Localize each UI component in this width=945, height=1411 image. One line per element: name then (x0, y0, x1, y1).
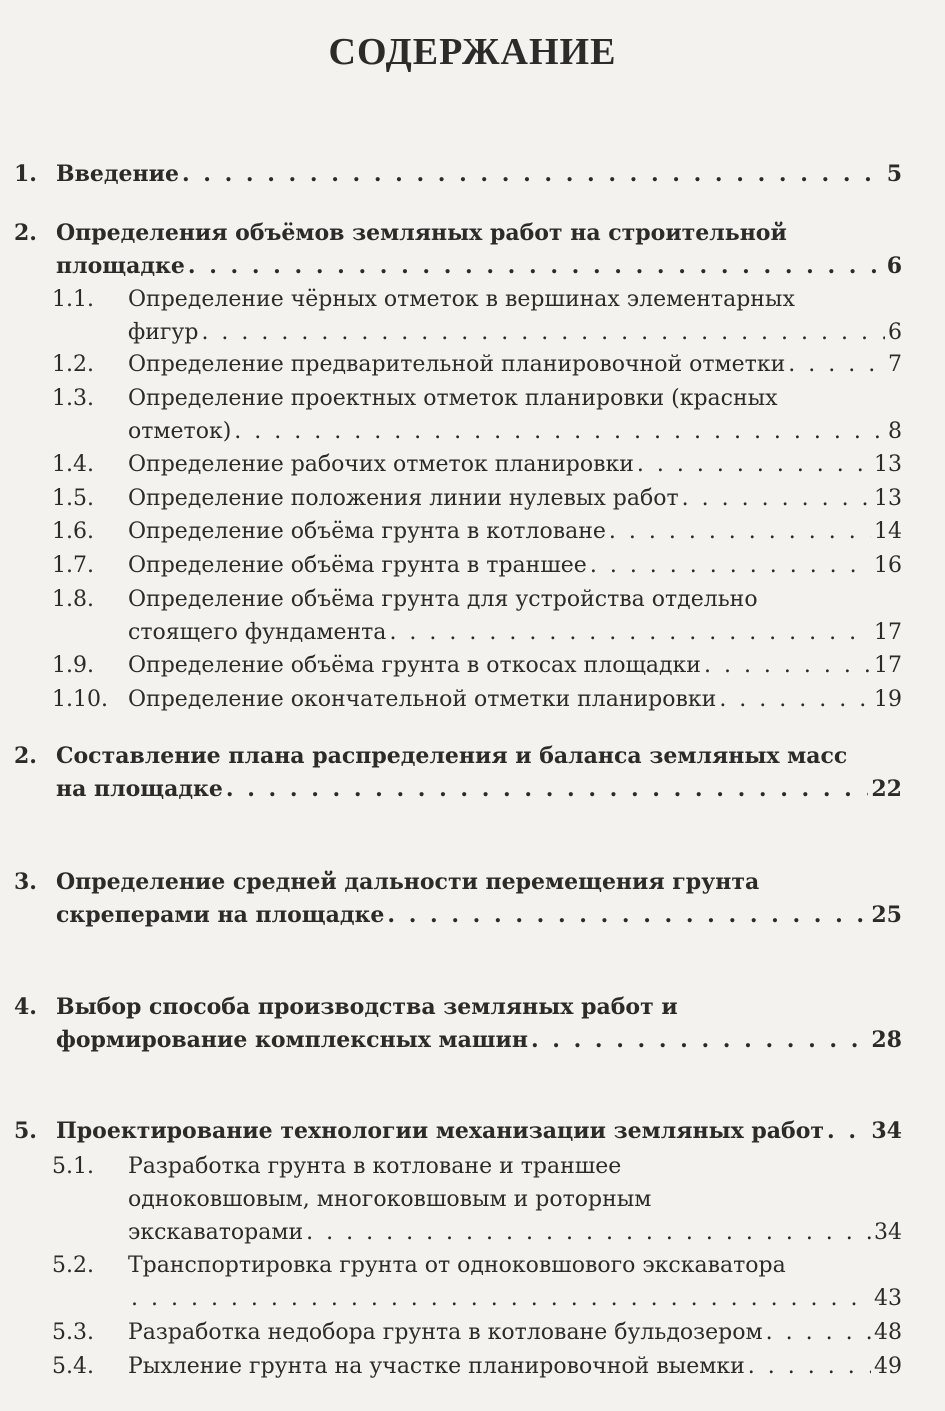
toc-entry-number: 1.1. (52, 287, 94, 312)
toc-entry-text: одноковшовым, многоковшовым и роторным (128, 1187, 652, 1212)
toc-page-number: 5 (886, 161, 902, 187)
toc-page-number: 34 (874, 1220, 902, 1245)
toc-entry (52, 348, 902, 381)
toc-entry (52, 515, 902, 548)
toc-entry-text: Введение (56, 161, 179, 187)
toc-page-number: 17 (874, 653, 902, 678)
toc-entry (14, 1115, 902, 1148)
dot-leader (182, 158, 884, 191)
toc-entry-text: на площадке (56, 776, 223, 802)
toc-entry-number: 1.8. (52, 587, 94, 612)
toc-page-number: 14 (874, 519, 902, 544)
page-title: СОДЕРЖАНИЕ (328, 31, 617, 73)
toc-entry-number: 5.3. (52, 1320, 94, 1345)
toc-entry-text: Рыхление грунта на участке планировочной выемки (128, 1354, 745, 1379)
toc-entry-text: Разработка недобора грунта в котловане бульдозером (128, 1320, 763, 1345)
toc-entry (52, 1249, 902, 1315)
toc-entry-number: 1.7. (52, 553, 94, 578)
toc-entry-text: Проектирование технологии механизации земляных работ (56, 1118, 825, 1144)
toc-entry (52, 649, 902, 682)
dot-leader (682, 482, 871, 515)
toc-entry-text: Определение средней дальности перемещения грунта (56, 869, 760, 895)
toc-entry-number: 5.4. (52, 1354, 94, 1379)
toc-entry-text: Определение объёма грунта в откосах площадки (128, 653, 701, 678)
toc-entry-text: экскаваторами (128, 1220, 304, 1245)
toc-page-number: 43 (874, 1286, 902, 1311)
toc-entry-text: Определение предварительной планировочной отметки (128, 352, 786, 377)
dot-leader (234, 415, 885, 448)
toc-page-number: 16 (874, 553, 902, 578)
toc-entry (14, 866, 902, 932)
toc-entry-number: 2. (14, 743, 37, 769)
toc-entry-number: 5. (14, 1118, 37, 1144)
dot-leader (531, 1024, 868, 1057)
toc-page-number: 8 (888, 419, 902, 444)
toc-entry-text: Транспортировка грунта от одноковшового экскаватора (128, 1253, 786, 1278)
toc-entry (52, 283, 902, 349)
dot-leader (387, 899, 868, 932)
toc-entry-number: 1.4. (52, 452, 94, 477)
toc-entry-number: 4. (14, 994, 37, 1020)
toc-entry-number: 1.6. (52, 519, 94, 544)
toc-entry-number: 1.2. (52, 352, 94, 377)
toc-entry (14, 991, 902, 1057)
toc-entry-number: 1.10. (52, 687, 108, 712)
toc-entry-text: Определение рабочих отметок планировки (128, 452, 634, 477)
toc-entry (14, 158, 902, 191)
dot-leader (719, 683, 871, 716)
toc-entry-text: Определение проектных отметок планировки (красных (128, 386, 778, 411)
toc-entry (52, 583, 902, 649)
toc-entry-text: Определение окончательной отметки планировки (128, 687, 717, 712)
toc-entry (14, 740, 902, 806)
toc-entry (14, 217, 902, 283)
toc-page-number: 48 (874, 1320, 902, 1345)
toc-entry-text: Определение чёрных отметок в вершинах элементарных (128, 287, 795, 312)
toc-page-number: 17 (874, 620, 902, 645)
toc-entry (52, 382, 902, 448)
toc-page-number: 28 (871, 1027, 902, 1053)
toc-entry-text: площадке (56, 253, 185, 279)
toc-page-number: 19 (874, 687, 902, 712)
toc-entry-number: 3. (14, 869, 37, 895)
toc-entry (52, 1150, 902, 1249)
toc-entry-number: 1. (14, 161, 37, 187)
toc-page-number: 25 (871, 902, 902, 928)
toc-page-number: 34 (871, 1118, 902, 1144)
toc-page-number: 6 (886, 253, 902, 279)
dot-leader (827, 1115, 868, 1148)
toc-entry-text: Определение объёма грунта для устройства отдельно (128, 587, 758, 612)
toc-entry-text: Определения объёмов земляных работ на строительной (56, 220, 787, 246)
dot-leader (306, 1216, 871, 1249)
dot-leader (201, 316, 885, 349)
dot-leader (788, 348, 885, 381)
dot-leader (226, 773, 868, 806)
dot-leader (704, 649, 871, 682)
toc-entry-text: фигур (128, 320, 199, 345)
toc-entry-text: отметок) (128, 419, 232, 444)
dot-leader (766, 1316, 871, 1349)
toc-entry-number: 1.5. (52, 486, 94, 511)
toc-page-number: 22 (871, 776, 902, 802)
dot-leader (131, 1282, 871, 1315)
toc-entry-number: 1.3. (52, 386, 94, 411)
dot-leader (389, 616, 871, 649)
toc-entry (52, 482, 902, 515)
toc-entry (52, 448, 902, 481)
toc-entry (52, 1350, 902, 1383)
toc-entry (52, 683, 902, 716)
toc-entry-text: Определение объёма грунта в траншее (128, 553, 587, 578)
dot-leader (188, 250, 884, 283)
toc-page-number: 6 (888, 320, 902, 345)
dot-leader (590, 549, 871, 582)
dot-leader (748, 1350, 871, 1383)
toc-entry (52, 549, 902, 582)
toc-page-number: 13 (874, 452, 902, 477)
toc-entry-text: Выбор способа производства земляных работ и (56, 994, 678, 1020)
toc-page-number: 7 (888, 352, 902, 377)
toc-entry-text: Определение объёма грунта в котловане (128, 519, 606, 544)
toc-entry-text: Разработка грунта в котловане и траншее (128, 1154, 622, 1179)
toc-entry-text: формирование комплексных машин (56, 1027, 528, 1053)
toc-entry-text: Определение положения линии нулевых работ (128, 486, 679, 511)
toc-page-number: 13 (874, 486, 902, 511)
toc-entry (52, 1316, 902, 1349)
toc-entry-number: 5.1. (52, 1154, 94, 1179)
toc-page-number: 49 (874, 1354, 902, 1379)
toc-entry-number: 1.9. (52, 653, 94, 678)
toc-entry-number: 5.2. (52, 1253, 94, 1278)
toc-entry-text: стоящего фундамента (128, 620, 387, 645)
toc-entry-text: Составление плана распределения и баланса земляных масс (56, 743, 848, 769)
toc-entry-number: 2. (14, 220, 37, 246)
dot-leader (609, 515, 871, 548)
dot-leader (637, 448, 871, 481)
toc-entry-text: скреперами на площадке (56, 902, 385, 928)
